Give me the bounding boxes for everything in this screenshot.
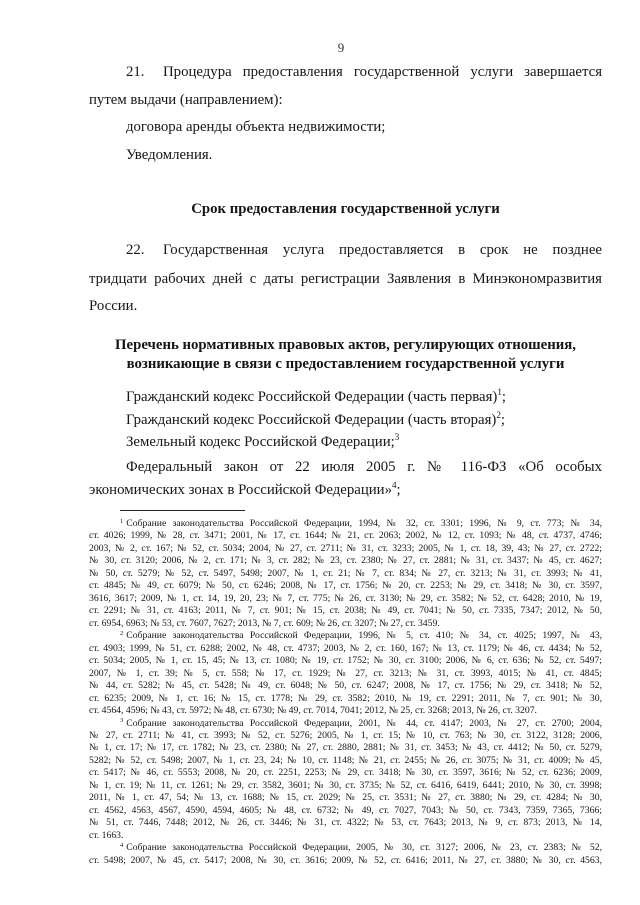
footnote-1 [89,518,602,630]
footnote-line: ст. 6235; 2009, № 1, ст. 16; № 15, ст. 1778; № 29, ст. 3582; 2010, № 19, ст. 2291; 2011, № 7, ст. 901; № 30, [89,692,602,704]
footnote-line: ст. 5034; 2005, № 1, ст. 15, 45; № 13, ст. 1080; № 19, ст. 1752; № 30, ст. 3100; 2006, № 6, ст. 636; № 52, ст. 5497; [89,655,602,667]
clause-number: 22. [126,242,145,258]
footnote-separator [120,510,245,511]
footnote-line: ст. 4026; 1999, № 28, ст. 3471; 2001, № 17, ст. 1644; № 21, ст. 2063; 2002, № 12, ст. 1093; № 48, ст. 4737, 4746; [89,530,602,542]
footnotes [89,518,602,867]
footnote-line [120,718,602,730]
act-item [126,388,602,406]
footnote-line: 2007, № 1, ст. 39; № 5, ст. 558; № 17, ст. 1929; № 27, ст. 3213; № 31, ст. 3993, 4015; № 41, ст. 4845; [89,667,602,679]
act-item [126,411,602,429]
footnote-text: Собрание законодательства Российской Федерации, 1996, № 5, ст. 410; № 34, ст. 4025; 1997, № 43, [126,630,602,642]
clause-21-item: Уведомления. [126,147,213,163]
footnote-line: ст. 5498; 2007, № 45, ст. 5417; 2008, № 30, ст. 3616; 2009, № 52, ст. 6416; 2011, № 27, ст. 3880; № 30, ст. 4563, [89,854,602,866]
footnote-line: ст. 4562, 4563, 4567, 4590, 4594, 4605; № 48, ст. 6732; № 49, ст. 7027, 7043; № 50, ст. 7343, 7359, 7365, 7366; [89,804,602,816]
clause-text: Государственная услуга предоставляется в срок не позднее [163,242,602,258]
footnote-line: ст. 4903; 1999, № 51, ст. 6288; 2002, № 48, ст. 4737; 2003, № 2, ст. 160, 167; № 13, ст. 1179; № 46, ст. 4434; № 52, [89,642,602,654]
clause-21-item: договора аренды объекта недвижимости; [126,119,386,135]
footnote-2 [89,630,602,717]
footnote-line: № 1, ст. 17; № 17, ст. 1782; № 23, ст. 2380; № 27, ст. 2880, 2881; № 31, ст. 3453; № 43, ст. 4412; № 50, ст. 5279, [89,742,602,754]
act-title: Гражданский кодекс Российской Федерации (часть вторая) [126,412,497,428]
act-tail: ; [501,389,506,405]
act-tail: ; [396,482,401,498]
footnote-line [120,842,602,854]
clause-22-first-line [126,241,602,259]
footnote-text: Собрание законодательства Российской Федерации, 2001, № 44, ст. 4147; 2003, № 27, ст. 2700; 2004, [126,717,602,729]
footnote-3 [89,718,602,843]
footnote-mark: 1 [120,517,124,525]
footnote-line: 2003, № 2, ст. 167; № 52, ст. 5034; 2004, № 27, ст. 2711; № 31, ст. 3233; 2005, № 1, ст. 18, 39, 43; № 27, ст. 2722; [89,542,602,554]
clause-22-continuation: тридцати рабочих дней с даты регистрации Заявления в Минэкономразвития [89,271,602,287]
act-tail: ; [500,412,505,428]
act-item-continuation [89,481,602,499]
clause-21-continuation: путем выдачи (направлением): [89,92,283,108]
footnote-mark: 4 [120,841,124,849]
footnote-line: № 50, ст. 5279; № 52, ст. 5497, 5498; 2007, № 1, ст. 21; № 7, ст. 834; № 27, ст. 3213; № 31, ст. 3993; № 41, [89,567,602,579]
act-item [126,433,602,451]
footnote-line: 5282; № 52, ст. 5498; 2007, № 1, ст. 23, 24; № 10, ст. 1148; № 21, ст. 2455; № 26, ст. 3075; № 31, ст. 4009; № 45, [89,754,602,766]
footnote-4 [89,842,602,867]
clause-22-continuation: России. [89,298,138,314]
footnote-line: № 51, ст. 7446, 7448; 2012, № 26, ст. 3446; № 31, ст. 4322; № 53, ст. 7643; 2013, № 9, ст. 873; 2013, № 14, [89,817,602,829]
footnote-line [120,630,602,642]
footnote-line: ст. 4845; № 49, ст. 6079; № 50, ст. 6246; 2008, № 17, ст. 1756; № 20, ст. 2253; № 29, ст. 3418; № 30, ст. 3597, [89,580,602,592]
footnote-line: № 27, ст. 2711; № 41, ст. 3993; № 52, ст. 5276; 2005, № 1, ст. 15; № 10, ст. 763; № 30, ст. 3122, 3128; 2006, [89,729,602,741]
act-title: Земельный кодекс Российской Федерации; [126,434,395,450]
footnote-line: ст. 4564, 4596; № 43, ст. 5972; № 48, ст. 6730; № 49, ст. 7014, 7041; 2012, № 25, ст. 3268; 2013, № 26, ст. 3207. [89,705,537,717]
footnote-line: 2011, № 1, ст. 47, 54; № 13, ст. 1688; № 15, ст. 2029; № 25, ст. 3531; № 27, ст. 3880; № 29, ст. 4284; № 30, [89,792,602,804]
footnote-line [120,518,602,530]
act-item: Федеральный закон от 22 июля 2005 г. № 116-ФЗ «Об особых [126,459,602,475]
act-title: Гражданский кодекс Российской Федерации (часть первая) [126,389,498,405]
footnote-line: 3616, 3617; 2009, № 1, ст. 14, 19, 20, 23; № 7, ст. 775; № 26, ст. 3130; № 29, ст. 3582; № 52, ст. 6428; 2010, № 19, [89,592,602,604]
clause-number: 21. [126,64,145,80]
section-heading-acts: возникающие в связи с предоставлением государственной услуги [126,356,565,372]
footnote-ref: 3 [394,432,400,442]
footnote-text: Собрание законодательства Российской Федерации, 2005, № 30, ст. 3127; 2006, № 23, ст. 2383; № 52, [126,842,602,854]
footnote-line: № 1, ст. 19; № 11, ст. 1261; № 29, ст. 3582, 3601; № 30, ст. 3735; № 52, ст. 6416, 6419, 6441; 2010, № 30, ст. 3998; [89,779,602,791]
page-number: 9 [337,40,345,55]
footnote-text: Собрание законодательства Российской Федерации, 1994, № 32, ст. 3301; 1996, № 9, ст. 773; № 34, [126,518,602,529]
footnote-line: № 44, ст. 5282; № 45, ст. 5428; № 49, ст. 6048; № 50, ст. 6247; 2008, № 17, ст. 1756; № 29, ст. 3418; № 52, [89,680,602,692]
footnote-line: ст. 6954, 6963; № 53, ст. 7607, 7627; 2013, № 7, ст. 609; № 26, ст. 3207; № 27, ст. 3459. [89,617,440,629]
footnote-ref: 2 [496,410,501,420]
footnote-line: ст. 5417; № 46, ст. 5553; 2008, № 20, ст. 2251, 2253; № 29, ст. 3418; № 30, ст. 3597, 3616; № 52, ст. 6236; 2009, [89,767,602,779]
clause-21-first-line [126,63,602,81]
footnote-mark: 3 [120,717,124,724]
footnote-line: № 30, ст. 3120; 2006, № 2, ст. 171; № 3, ст. 282; № 23, ст. 2380; № 27, ст. 2881; № 31, ст. 3437; № 45, ст. 4627; [89,555,602,567]
section-heading-term: Срок предоставления государственной услуги [191,201,500,217]
footnote-mark: 2 [120,629,124,637]
clause-text: Процедура предоставления государственной услуги завершается [163,64,602,80]
footnote-line: ст. 2291; № 31, ст. 4163; 2011, № 7, ст. 901; № 15, ст. 2038; № 49, ст. 7041; № 50, ст. 7335, 7347; 2012, № 50, [89,605,602,617]
footnote-line: ст. 1663. [89,829,124,841]
act-title: экономических зонах в Российской Федерации» [89,482,392,498]
footnote-ref: 1 [497,387,502,397]
footnote-ref: 4 [391,480,397,490]
section-heading-acts: Перечень нормативных правовых актов, регулирующих отношения, [115,337,576,353]
